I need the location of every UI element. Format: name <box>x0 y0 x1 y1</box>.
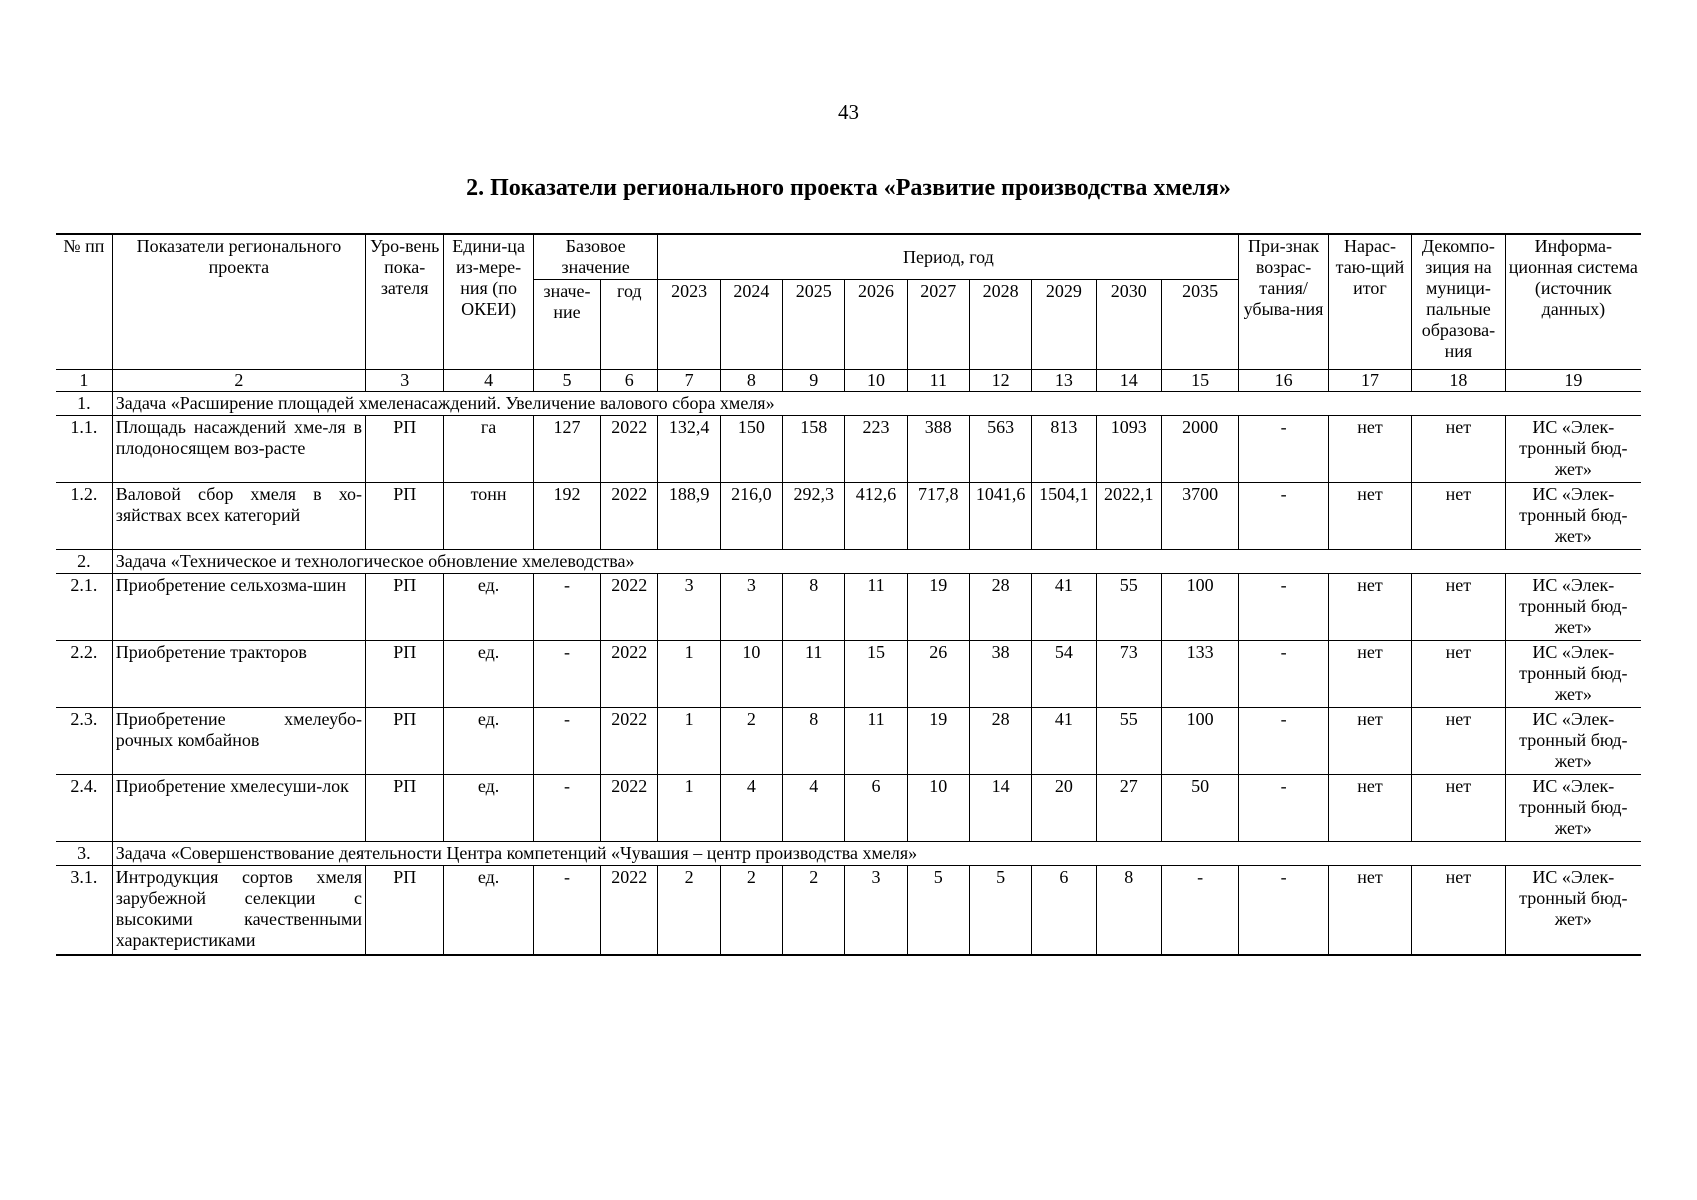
column-number: 5 <box>533 370 600 392</box>
decomposition-value: нет <box>1412 775 1505 842</box>
year-value: 5 <box>969 866 1031 956</box>
indicator-level: РП <box>366 775 444 842</box>
cumulative-value: нет <box>1328 775 1411 842</box>
column-number: 9 <box>783 370 845 392</box>
row-number: 3.1. <box>56 866 112 956</box>
indicator-level: РП <box>366 708 444 775</box>
base-year: 2022 <box>601 775 658 842</box>
indicator-unit: ед. <box>444 866 533 956</box>
sign-value: - <box>1239 775 1328 842</box>
header-level: Уро-вень пока-зателя <box>366 234 444 370</box>
column-number: 18 <box>1412 370 1505 392</box>
year-value: 54 <box>1032 641 1096 708</box>
year-value: 133 <box>1161 641 1238 708</box>
column-numbers-row <box>56 370 1641 392</box>
base-year: 2022 <box>601 483 658 550</box>
info-system-value: ИС «Элек-тронный бюд-жет» <box>1505 416 1641 483</box>
base-value: 192 <box>533 483 600 550</box>
year-value: 563 <box>969 416 1031 483</box>
header-year: 2035 <box>1161 280 1238 370</box>
year-value: 20 <box>1032 775 1096 842</box>
year-value: 2022,1 <box>1096 483 1161 550</box>
year-value: 813 <box>1032 416 1096 483</box>
column-number: 14 <box>1096 370 1161 392</box>
column-number: 6 <box>601 370 658 392</box>
info-system-value: ИС «Элек-тронный бюд-жет» <box>1505 866 1641 956</box>
year-value: 717,8 <box>907 483 969 550</box>
year-value: 3700 <box>1161 483 1238 550</box>
table-row <box>56 708 1641 775</box>
year-value: 292,3 <box>783 483 845 550</box>
year-value: 14 <box>969 775 1031 842</box>
year-value: 41 <box>1032 574 1096 641</box>
year-value: 6 <box>845 775 907 842</box>
year-value: 19 <box>907 708 969 775</box>
sign-value: - <box>1239 574 1328 641</box>
year-value: 4 <box>783 775 845 842</box>
table-row <box>56 641 1641 708</box>
row-number: 2.3. <box>56 708 112 775</box>
year-value: 2 <box>783 866 845 956</box>
indicator-unit: ед. <box>444 775 533 842</box>
year-value: 1 <box>658 641 720 708</box>
cumulative-value: нет <box>1328 708 1411 775</box>
decomposition-value: нет <box>1412 483 1505 550</box>
task-row <box>56 550 1641 574</box>
year-value: 1093 <box>1096 416 1161 483</box>
year-value: 8 <box>783 708 845 775</box>
year-value: 1 <box>658 775 720 842</box>
header-no: № пп <box>56 234 112 370</box>
year-value: 11 <box>845 574 907 641</box>
year-value: 1504,1 <box>1032 483 1096 550</box>
decomposition-value: нет <box>1412 708 1505 775</box>
cumulative-value: нет <box>1328 416 1411 483</box>
year-value: 50 <box>1161 775 1238 842</box>
year-value: 158 <box>783 416 845 483</box>
year-value: 28 <box>969 574 1031 641</box>
header-year: 2029 <box>1032 280 1096 370</box>
table-row <box>56 416 1641 483</box>
column-number: 19 <box>1505 370 1641 392</box>
year-value: 412,6 <box>845 483 907 550</box>
table-header <box>56 234 1641 370</box>
year-value: 388 <box>907 416 969 483</box>
year-value: 223 <box>845 416 907 483</box>
row-number: 2.1. <box>56 574 112 641</box>
year-value: 2 <box>720 866 782 956</box>
year-value: 6 <box>1032 866 1096 956</box>
base-year: 2022 <box>601 866 658 956</box>
table-row <box>56 483 1641 550</box>
cumulative-value: нет <box>1328 574 1411 641</box>
header-year: 2027 <box>907 280 969 370</box>
indicator-unit: ед. <box>444 708 533 775</box>
base-value: - <box>533 866 600 956</box>
indicator-level: РП <box>366 866 444 956</box>
header-indicator: Показатели регионального проекта <box>112 234 365 370</box>
header-sign: При-знак возрас-тания/ убыва-ния <box>1239 234 1328 370</box>
year-value: 1041,6 <box>969 483 1031 550</box>
task-title: Задача «Техническое и технологическое обновление хмелеводства» <box>112 550 1641 574</box>
info-system-value: ИС «Элек-тронный бюд-жет» <box>1505 775 1641 842</box>
base-year: 2022 <box>601 641 658 708</box>
row-number: 1.2. <box>56 483 112 550</box>
column-number: 2 <box>112 370 365 392</box>
header-cumulative: Нарас-таю-щий итог <box>1328 234 1411 370</box>
page-number: 43 <box>838 100 859 124</box>
decomposition-value: нет <box>1412 416 1505 483</box>
cumulative-value: нет <box>1328 641 1411 708</box>
decomposition-value: нет <box>1412 641 1505 708</box>
indicator-name: Площадь насаждений хме-ля в плодоносящем воз-расте <box>112 416 365 483</box>
table-body <box>56 370 1641 956</box>
header-year: 2030 <box>1096 280 1161 370</box>
indicators-table <box>56 233 1641 956</box>
table-row <box>56 866 1641 956</box>
indicator-name: Интродукция сортов хмеля зарубежной селекции с высокими качественными характеристиками <box>112 866 365 956</box>
year-value: 1 <box>658 708 720 775</box>
sign-value: - <box>1239 866 1328 956</box>
indicator-level: РП <box>366 574 444 641</box>
year-value: 26 <box>907 641 969 708</box>
header-base: Базовое значение <box>533 234 658 280</box>
column-number: 8 <box>720 370 782 392</box>
sign-value: - <box>1239 483 1328 550</box>
sign-value: - <box>1239 708 1328 775</box>
base-year: 2022 <box>601 416 658 483</box>
column-number: 3 <box>366 370 444 392</box>
task-number: 1. <box>56 392 112 416</box>
year-value: 27 <box>1096 775 1161 842</box>
header-period: Период, год <box>658 234 1239 280</box>
row-number: 2.4. <box>56 775 112 842</box>
info-system-value: ИС «Элек-тронный бюд-жет» <box>1505 483 1641 550</box>
base-year: 2022 <box>601 708 658 775</box>
indicator-name: Приобретение сельхозма-шин <box>112 574 365 641</box>
year-value: 19 <box>907 574 969 641</box>
header-year: 2024 <box>720 280 782 370</box>
task-number: 3. <box>56 842 112 866</box>
base-value: - <box>533 574 600 641</box>
year-value: 100 <box>1161 574 1238 641</box>
indicator-name: Валовой сбор хмеля в хо-зяйствах всех категорий <box>112 483 365 550</box>
header-year: 2026 <box>845 280 907 370</box>
indicator-unit: га <box>444 416 533 483</box>
indicator-level: РП <box>366 641 444 708</box>
indicator-name: Приобретение хмелеубо-рочных комбайнов <box>112 708 365 775</box>
column-number: 17 <box>1328 370 1411 392</box>
decomposition-value: нет <box>1412 574 1505 641</box>
year-value: 55 <box>1096 574 1161 641</box>
year-value: 73 <box>1096 641 1161 708</box>
table-row <box>56 775 1641 842</box>
year-value: 5 <box>907 866 969 956</box>
year-value: 41 <box>1032 708 1096 775</box>
year-value: 10 <box>720 641 782 708</box>
task-number: 2. <box>56 550 112 574</box>
indicator-level: РП <box>366 416 444 483</box>
base-value: - <box>533 708 600 775</box>
cumulative-value: нет <box>1328 866 1411 956</box>
year-value: 2 <box>658 866 720 956</box>
header-base-value: значе-ние <box>533 280 600 370</box>
decomposition-value: нет <box>1412 866 1505 956</box>
task-title: Задача «Совершенствование деятельности Центра компетенций «Чувашия – центр производства хмеля» <box>112 842 1641 866</box>
info-system-value: ИС «Элек-тронный бюд-жет» <box>1505 574 1641 641</box>
info-system-value: ИС «Элек-тронный бюд-жет» <box>1505 708 1641 775</box>
indicator-name: Приобретение хмелесуши-лок <box>112 775 365 842</box>
base-value: - <box>533 641 600 708</box>
base-value: - <box>533 775 600 842</box>
year-value: 150 <box>720 416 782 483</box>
column-number: 15 <box>1161 370 1238 392</box>
column-number: 1 <box>56 370 112 392</box>
header-year: 2028 <box>969 280 1031 370</box>
column-number: 12 <box>969 370 1031 392</box>
task-title: Задача «Расширение площадей хмеленасаждений. Увеличение валового сбора хмеля» <box>112 392 1641 416</box>
year-value: 11 <box>845 708 907 775</box>
column-number: 11 <box>907 370 969 392</box>
column-number: 4 <box>444 370 533 392</box>
header-base-year: год <box>601 280 658 370</box>
indicator-unit: тонн <box>444 483 533 550</box>
document-title: 2. Показатели регионального проекта «Развитие производства хмеля» <box>466 175 1231 201</box>
year-value: 188,9 <box>658 483 720 550</box>
indicator-unit: ед. <box>444 574 533 641</box>
year-value: 8 <box>1096 866 1161 956</box>
header-unit: Едини-ца из-мере-ния (по ОКЕИ) <box>444 234 533 370</box>
year-value: 38 <box>969 641 1031 708</box>
row-number: 2.2. <box>56 641 112 708</box>
cumulative-value: нет <box>1328 483 1411 550</box>
year-value: - <box>1161 866 1238 956</box>
header-year: 2023 <box>658 280 720 370</box>
task-row <box>56 392 1641 416</box>
year-value: 216,0 <box>720 483 782 550</box>
header-year: 2025 <box>783 280 845 370</box>
year-value: 3 <box>658 574 720 641</box>
header-decomposition: Декомпо-зиция на муници-пальные образова-ния <box>1412 234 1505 370</box>
indicator-level: РП <box>366 483 444 550</box>
year-value: 28 <box>969 708 1031 775</box>
indicator-unit: ед. <box>444 641 533 708</box>
column-number: 10 <box>845 370 907 392</box>
year-value: 2000 <box>1161 416 1238 483</box>
task-row <box>56 842 1641 866</box>
year-value: 4 <box>720 775 782 842</box>
base-value: 127 <box>533 416 600 483</box>
year-value: 8 <box>783 574 845 641</box>
year-value: 11 <box>783 641 845 708</box>
table-row <box>56 574 1641 641</box>
row-number: 1.1. <box>56 416 112 483</box>
info-system-value: ИС «Элек-тронный бюд-жет» <box>1505 641 1641 708</box>
sign-value: - <box>1239 641 1328 708</box>
year-value: 55 <box>1096 708 1161 775</box>
column-number: 7 <box>658 370 720 392</box>
column-number: 16 <box>1239 370 1328 392</box>
column-number: 13 <box>1032 370 1096 392</box>
year-value: 15 <box>845 641 907 708</box>
base-year: 2022 <box>601 574 658 641</box>
year-value: 2 <box>720 708 782 775</box>
year-value: 132,4 <box>658 416 720 483</box>
sign-value: - <box>1239 416 1328 483</box>
header-info-system: Информа-ционная система (источник данных) <box>1505 234 1641 370</box>
year-value: 3 <box>845 866 907 956</box>
year-value: 100 <box>1161 708 1238 775</box>
year-value: 3 <box>720 574 782 641</box>
year-value: 10 <box>907 775 969 842</box>
indicator-name: Приобретение тракторов <box>112 641 365 708</box>
